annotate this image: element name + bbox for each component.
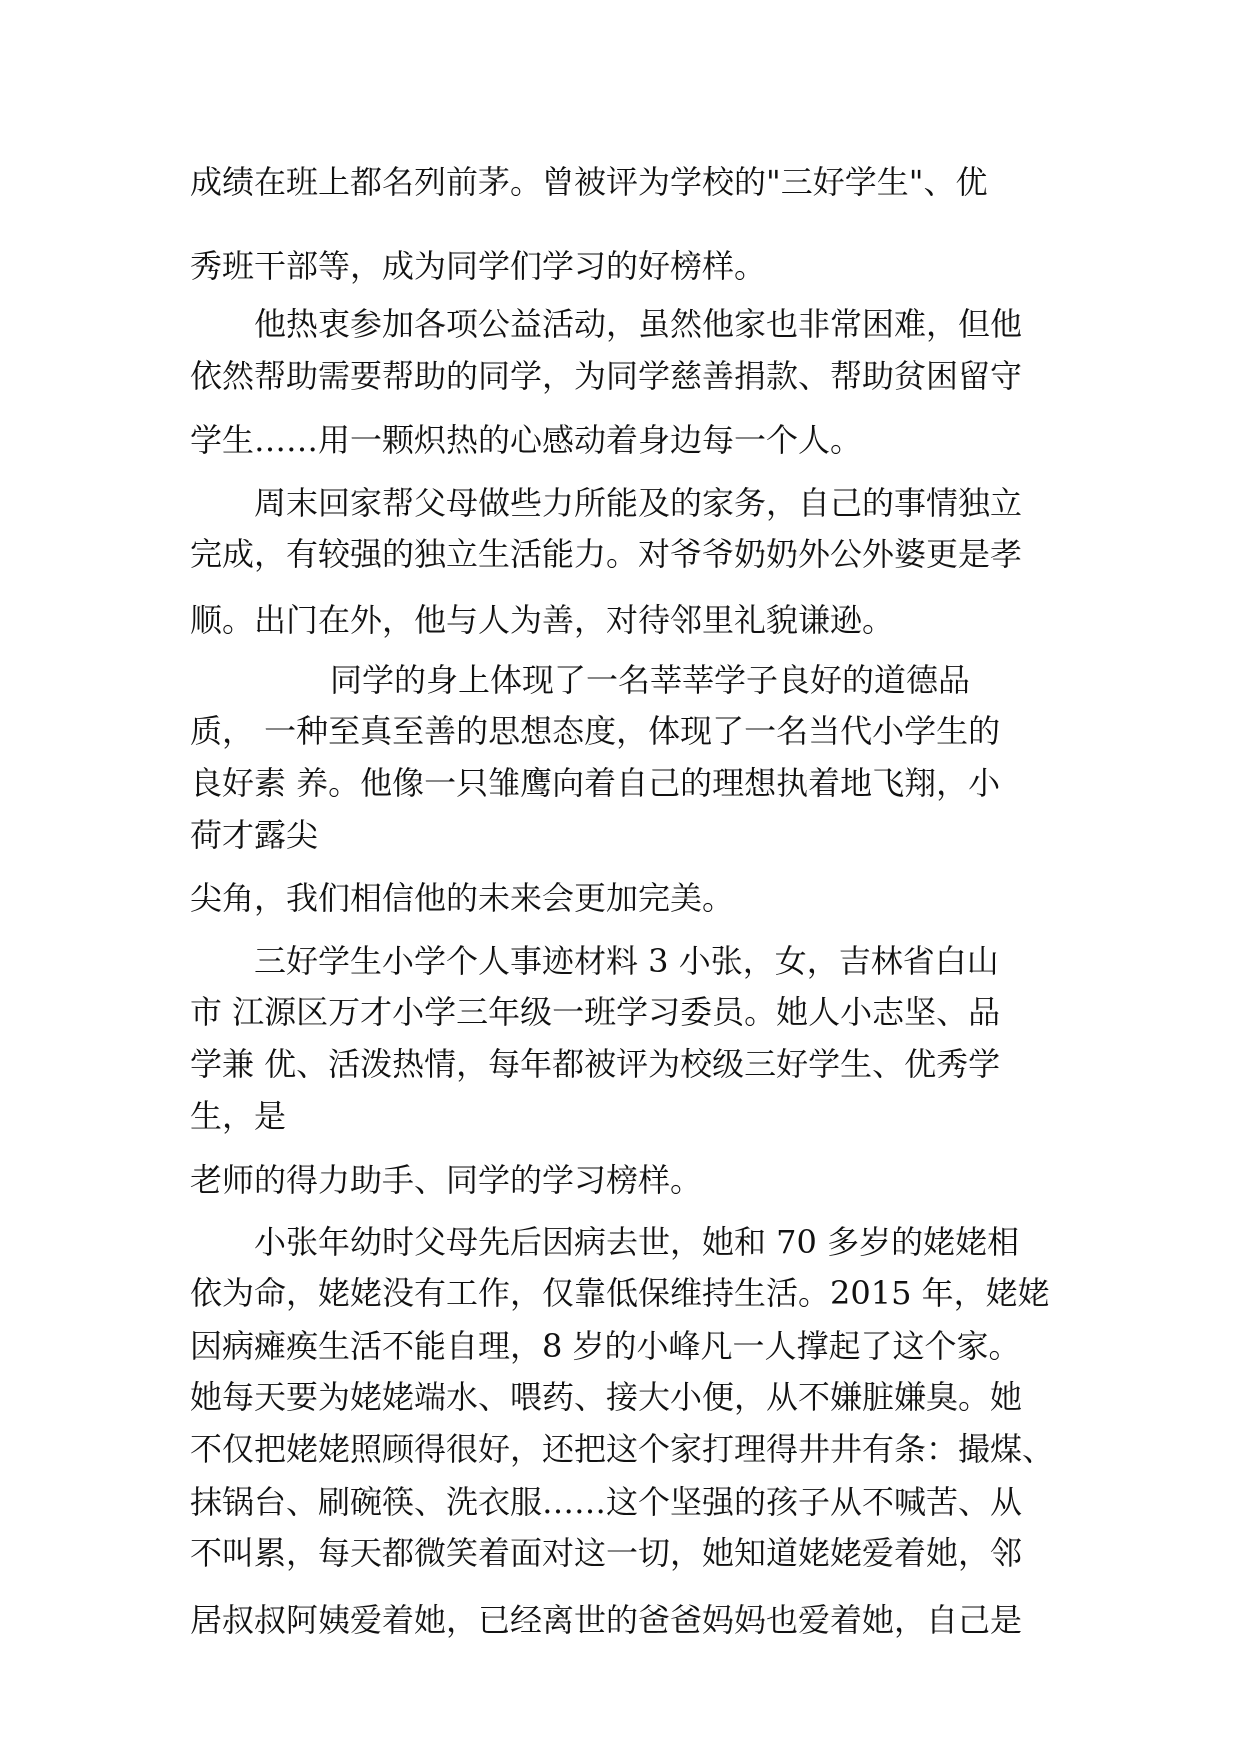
text-line: 秀班干部等，成为同学们学习的好榜样。 xyxy=(190,247,767,285)
text-line: 质， 一种至真至善的思想态度，体现了一名当代小学生的 xyxy=(190,712,1001,750)
text-line: 学兼 优、活泼热情，每年都被评为校级三好学生、优秀学 xyxy=(190,1045,1001,1083)
text-line: 荷才露尖 xyxy=(190,816,319,854)
text-line: 周末回家帮父母做些力所能及的家务，自己的事情独立 xyxy=(254,484,1023,522)
text-line: 市 江源区万才小学三年级一班学习委员。她人小志坚、品 xyxy=(190,993,1001,1031)
text-line: 完成，有较强的独立生活能力。对爷爷奶奶外公外婆更是孝 xyxy=(190,535,1023,573)
text-line: 她每天要为姥姥端水、喂药、接大小便，从不嫌脏嫌臭。她 xyxy=(190,1378,1023,1416)
text-line: 他热衷参加各项公益活动，虽然他家也非常困难，但他 xyxy=(254,305,1023,343)
text-line: 同学的身上体现了一名莘莘学子良好的道德品 xyxy=(330,661,971,699)
text-line: 抹锅台、刷碗筷、洗衣服……这个坚强的孩子从不喊苦、从 xyxy=(190,1483,1023,1521)
text-line: 良好素 养。他像一只雏鹰向着自己的理想执着地飞翔，小 xyxy=(190,764,1001,802)
text-line: 依然帮助需要帮助的同学，为同学慈善捐款、帮助贫困留守 xyxy=(190,357,1023,395)
text-line: 不仅把姥姥照顾得很好，还把这个家打理得井井有条：撮煤、 xyxy=(190,1430,1055,1468)
text-line: 学生……用一颗炽热的心感动着身边每一个人。 xyxy=(190,421,863,459)
text-line: 成绩在班上都名列前茅。曾被评为学校的"三好学生"、优 xyxy=(190,163,988,201)
text-line: 顺。出门在外，他与人为善，对待邻里礼貌谦逊。 xyxy=(190,601,895,639)
text-line: 依为命，姥姥没有工作，仅靠低保维持生活。2015 年，姥姥 xyxy=(190,1274,1050,1312)
text-line: 因病瘫痪生活不能自理，8 岁的小峰凡一人撑起了这个家。 xyxy=(190,1327,1021,1365)
text-line: 生，是 xyxy=(190,1097,287,1135)
text-line: 不叫累，每天都微笑着面对这一切，她知道姥姥爱着她，邻 xyxy=(190,1534,1023,1572)
text-line: 居叔叔阿姨爱着她，已经离世的爸爸妈妈也爱着她，自己是 xyxy=(190,1601,1023,1639)
text-line: 尖角，我们相信他的未来会更加完美。 xyxy=(190,879,735,917)
text-line: 小张年幼时父母先后因病去世，她和 70 多岁的姥姥相 xyxy=(254,1223,1020,1261)
text-line: 老师的得力助手、同学的学习榜样。 xyxy=(190,1161,703,1199)
text-line: 三好学生小学个人事迹材料 3 小张，女，吉林省白山 xyxy=(254,942,999,980)
